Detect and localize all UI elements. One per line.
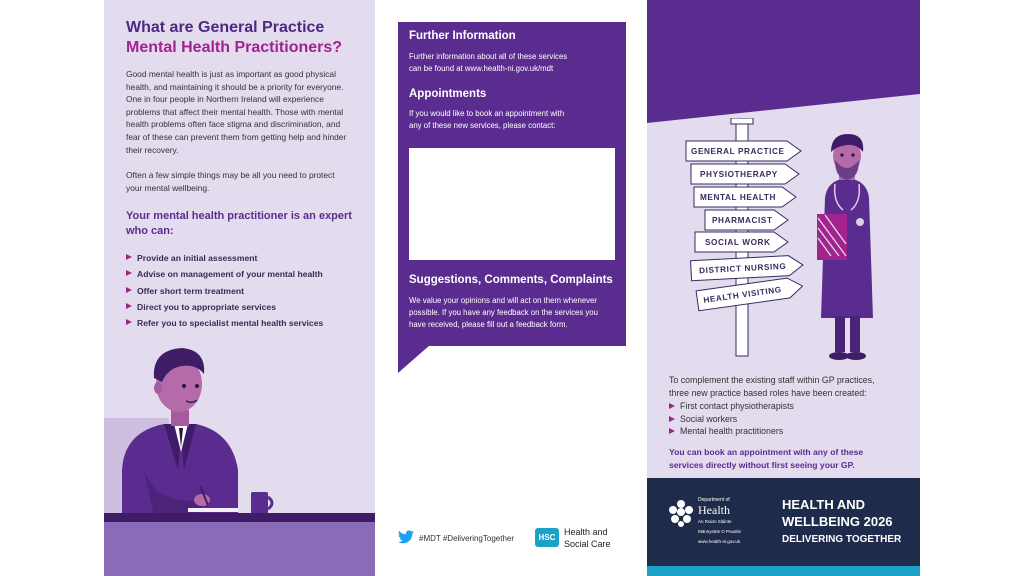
further-info-text <box>409 51 619 75</box>
expert-subheading-line2: who can: <box>126 225 174 237</box>
dept-label-irish: An Roinn Sláinte <box>698 519 732 524</box>
left-title-line1: What are General Practice <box>126 19 325 36</box>
suggestions-text <box>409 295 619 331</box>
signpost-illustration <box>647 118 920 368</box>
intro-line: problems that affect their mental health. Those with mental <box>126 106 344 117</box>
sign-district-nursing <box>691 255 804 281</box>
intro-line: their recovery. <box>126 144 179 155</box>
sign-label: DISTRICT NURSING <box>698 261 787 276</box>
middle-panel <box>375 0 647 576</box>
dept-url: www.health-ni.gov.uk <box>698 539 741 544</box>
hsc-logo-line2: Social Care <box>564 539 611 549</box>
footer-accent-bar <box>647 566 920 576</box>
sign-social-work <box>695 232 788 252</box>
intro-line: fear of these can prevent them from getting help and hinder <box>126 131 347 142</box>
mdt-intro <box>669 374 909 399</box>
bullet-triangle-icon <box>669 403 675 409</box>
suggestions-line: possible. If you have any feedback on the services you <box>409 308 598 317</box>
list-item <box>669 413 794 426</box>
mdt-intro-line: three new practice based roles have been created: <box>669 387 867 398</box>
further-info-line: can be found at www.health-ni.gov.uk/mdt <box>409 64 554 73</box>
dept-label-small: Department of <box>698 497 730 503</box>
sign-physiotherapy <box>691 164 799 184</box>
hsc-logo: HSC <box>535 528 559 547</box>
sign-label: HEALTH VISITING <box>702 285 783 305</box>
sign-label: PHYSIOTHERAPY <box>700 170 778 179</box>
bullet-text: Offer short term treatment <box>137 285 244 296</box>
hashtags-label: #MDT #DeliveringTogether <box>419 534 515 543</box>
practitioner-desk-illustration <box>104 0 375 576</box>
direct-booking-note <box>669 446 909 471</box>
dept-label-ulster-scots: Männystrie O Poustie <box>698 529 742 534</box>
title-banner <box>647 0 920 123</box>
dept-label-name: Health <box>698 503 730 517</box>
appointments-heading: Appointments <box>409 88 487 100</box>
speech-bubble-tail <box>398 345 430 373</box>
suggestions-line: have received, please fill out a feedback form. <box>409 320 568 329</box>
bullet-triangle-icon <box>669 416 675 422</box>
bullet-text: Refer you to specialist mental health services <box>137 318 324 329</box>
doctor-illustration <box>817 134 873 360</box>
suggestions-heading: Suggestions, Comments, Complaints <box>409 274 613 286</box>
bullet-triangle-icon <box>669 428 675 434</box>
appointments-text <box>409 108 619 132</box>
direct-booking-line: services directly without first seeing your GP. <box>669 459 855 470</box>
suggestions-line: We value your opinions and will act on them whenever <box>409 296 597 305</box>
info-box <box>398 22 626 346</box>
sign-label: GENERAL PRACTICE <box>691 147 785 156</box>
sign-mental-health <box>694 187 796 207</box>
sign-general-practice <box>686 141 801 161</box>
appointments-line: any of these new services, please contact: <box>409 121 556 130</box>
department-of-health-emblem-icon <box>667 498 695 528</box>
role-text: Mental health practitioners <box>680 426 784 437</box>
contact-details-box <box>409 148 615 260</box>
role-text: Social workers <box>680 413 738 424</box>
bullet-text: Provide an initial assessment <box>137 253 258 263</box>
footer-title-line1: HEALTH AND <box>782 497 866 512</box>
footer-tagline: DELIVERING TOGETHER <box>782 534 902 545</box>
bullet-text: Advise on management of your mental health <box>137 269 323 280</box>
footer-title-line2: WELLBEING 2026 <box>782 514 893 529</box>
appointments-line: If you would like to book an appointment with <box>409 109 565 118</box>
sign-label: PHARMACIST <box>712 216 773 225</box>
intro-line: One in four people in Northern Ireland will experience <box>126 94 324 105</box>
right-panel <box>647 0 920 576</box>
twitter-bird-icon <box>398 530 414 544</box>
new-roles-list <box>669 400 794 438</box>
further-info-line: Further information about all of these services <box>409 52 568 61</box>
list-item <box>669 400 794 413</box>
footer-banner <box>647 478 920 566</box>
mdt-intro-line: To complement the existing staff within GP practices, <box>669 375 875 385</box>
wellbeing-line: Often a few simple things may be all you need to protect <box>126 170 335 180</box>
sign-health-visiting <box>696 276 804 311</box>
intro-line: health, and maintaining it should be a priority for everyone. <box>126 81 344 92</box>
list-item <box>669 425 794 438</box>
sign-label: MENTAL HEALTH <box>700 193 777 202</box>
expert-subheading-line1: Your mental health practitioner is an expert <box>126 210 352 222</box>
direct-booking-line: You can book an appointment with any of these <box>669 447 864 457</box>
hsc-logo-line1: Health and <box>564 527 608 537</box>
left-title-line2: Mental Health Practitioners? <box>126 39 343 56</box>
wellbeing-line: your mental wellbeing. <box>126 182 210 193</box>
intro-line: health problems often face stigma and discrimination, and <box>126 119 341 130</box>
sign-pharmacist <box>705 210 788 230</box>
left-panel <box>104 0 375 576</box>
role-text: First contact physiotherapists <box>680 401 794 411</box>
further-info-heading: Further Information <box>409 30 516 42</box>
bullet-text: Direct you to appropriate services <box>137 301 276 312</box>
intro-line: Good mental health is just as important as good physical <box>126 69 336 79</box>
sign-label: SOCIAL WORK <box>705 238 771 247</box>
